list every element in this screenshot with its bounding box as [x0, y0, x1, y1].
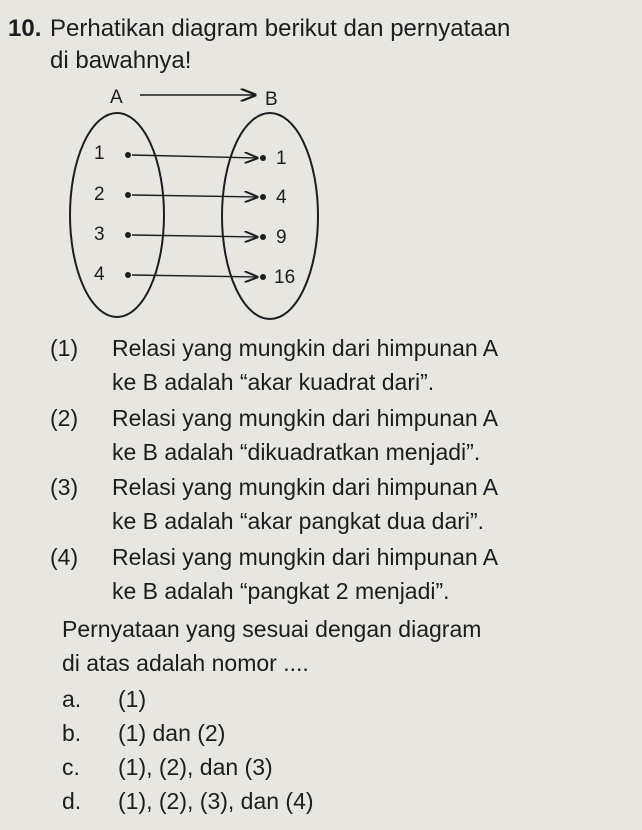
option-letter: c. [62, 754, 80, 780]
set-a-element: 1 [94, 143, 105, 164]
statement-text: Relasi yang mungkin dari himpunan A [112, 335, 499, 361]
mapping-arrow [132, 195, 257, 197]
statement-number: (4) [50, 544, 79, 570]
option-b[interactable]: (1) dan (2) [118, 720, 226, 746]
set-b-element: 16 [274, 267, 296, 288]
set-b-element: 4 [276, 187, 287, 208]
set-b-element: 1 [276, 148, 287, 169]
set-a-label: A [110, 87, 123, 108]
statement-text: Relasi yang mungkin dari himpunan A [112, 544, 499, 570]
arrow-diagram-svg [60, 75, 360, 325]
statement-number: (2) [50, 405, 79, 431]
set-a-dot [125, 272, 131, 278]
option-c[interactable]: (1), (2), dan (3) [118, 754, 273, 780]
statement-text: Relasi yang mungkin dari himpunan A [112, 405, 499, 431]
set-b-dot [260, 274, 266, 280]
option-d[interactable]: (1), (2), (3), dan (4) [118, 788, 314, 814]
statement-number: (1) [50, 335, 79, 361]
statement-text: Relasi yang mungkin dari himpunan A [112, 474, 499, 500]
set-a-element: 3 [94, 224, 105, 245]
mapping-arrow [132, 275, 257, 277]
prompt-line2: di atas adalah nomor .... [62, 650, 309, 676]
question-text-line2: di bawahnya! [50, 47, 192, 74]
statement-text: ke B adalah “pangkat 2 menjadi”. [112, 578, 450, 604]
arrow-diagram [60, 75, 360, 325]
option-letter: b. [62, 720, 82, 746]
set-a-oval [70, 113, 164, 317]
set-b-dot [260, 194, 266, 200]
set-b-oval [222, 113, 318, 319]
set-b-element: 9 [276, 227, 287, 248]
mapping-arrow [132, 235, 257, 237]
set-a-element: 4 [94, 264, 105, 285]
set-b-dot [260, 155, 266, 161]
option-a[interactable]: (1) [118, 686, 147, 712]
option-letter: d. [62, 788, 82, 814]
statement-number: (3) [50, 474, 79, 500]
prompt-line1: Pernyataan yang sesuai dengan diagram [62, 616, 482, 642]
set-b-dot [260, 234, 266, 240]
question-text-line1: Perhatikan diagram berikut dan pernyataan [50, 15, 511, 42]
statement-text: ke B adalah “dikuadratkan menjadi”. [112, 439, 481, 465]
set-b-label: B [265, 89, 278, 110]
mapping-arrow [132, 155, 257, 158]
set-a-dot [125, 152, 131, 158]
set-a-dot [125, 232, 131, 238]
option-letter: a. [62, 686, 82, 712]
question-number: 10. [8, 15, 42, 42]
set-a-element: 2 [94, 184, 105, 205]
statement-text: ke B adalah “akar kuadrat dari”. [112, 369, 435, 395]
statement-text: ke B adalah “akar pangkat dua dari”. [112, 508, 485, 534]
set-a-dot [125, 192, 131, 198]
